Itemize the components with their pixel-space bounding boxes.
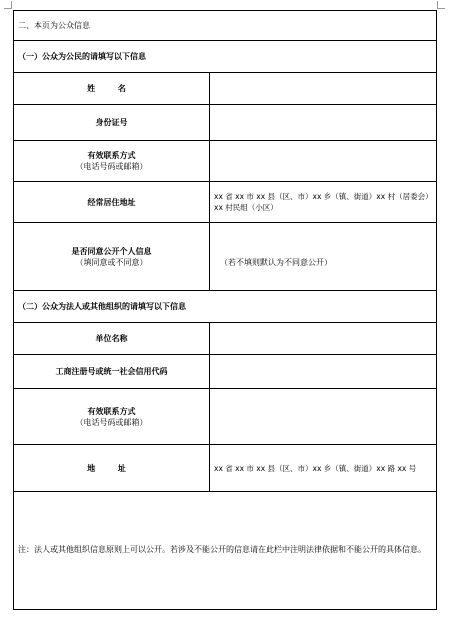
organization-address-label: 地 址 (14, 445, 210, 492)
organization-contact-title: 有效联系方式 (87, 406, 136, 416)
registration-code-field[interactable] (210, 355, 437, 389)
unit-name-label: 单位名称 (14, 323, 210, 355)
citizen-contact-title: 有效联系方式 (87, 151, 136, 160)
residence-address-label: 经常居住地址 (14, 182, 210, 223)
consent-field[interactable] (210, 223, 437, 291)
page-corner-mark-left (4, 1, 12, 9)
citizen-contact-hint: （电话号码或邮箱） (75, 162, 148, 171)
consent-row (14, 223, 437, 291)
registration-code-label: 工商注册号或统一社会信用代码 (14, 355, 210, 389)
id-number-field[interactable] (210, 105, 437, 141)
public-info-form (13, 10, 437, 610)
name-field[interactable] (210, 73, 437, 105)
consent-default-note: （若不填则默认为不同意公开） (220, 258, 332, 267)
citizen-contact-field[interactable] (210, 141, 437, 182)
section-intro: 二、本页为公众信息 (14, 11, 437, 41)
organization-contact-label (14, 389, 210, 445)
organization-section-heading: （二）公众为法人或其他组织的请填写以下信息 (14, 291, 437, 323)
organization-contact-row (14, 389, 437, 445)
organization-contact-hint: （电话号码或邮箱） (75, 417, 148, 427)
organization-address-row (14, 445, 437, 492)
registration-code-row (14, 355, 437, 389)
residence-row (14, 182, 437, 223)
organization-heading-row (14, 291, 437, 323)
consent-hint: （填同意或不同意） (75, 257, 148, 267)
footnote-text[interactable]: 注：法人或其他组织信息原则上可以公开。若涉及不能公开的信息请在此栏中注明法律依据和不能公开的具体信息。 (14, 492, 437, 610)
consent-label (14, 223, 210, 291)
unit-name-field[interactable] (210, 323, 437, 355)
consent-title: 是否同意公开个人信息 (71, 246, 152, 256)
residence-address-field[interactable]: xx 省 xx 市 xx 县（区、市）xx 乡（镇、街道）xx 村（居委会）xx 村民组（小区） (210, 182, 437, 223)
name-label: 姓 名 (14, 73, 210, 105)
citizen-contact-label (14, 141, 210, 182)
citizen-section-heading: （一）公众为公民的请填写以下信息 (14, 41, 437, 73)
page-corner-mark-right (437, 1, 445, 9)
name-row (14, 73, 437, 105)
id-row (14, 105, 437, 141)
citizen-contact-row (14, 141, 437, 182)
citizen-heading-row (14, 41, 437, 73)
section-intro-row (14, 11, 437, 41)
organization-address-field[interactable]: xx 省 xx 市 xx 县（区、市）xx 乡（镇、街道）xx 路 xx 号 (210, 445, 437, 492)
footnote-row (14, 492, 437, 610)
id-number-label: 身份证号 (14, 105, 210, 141)
organization-contact-field[interactable] (210, 389, 437, 445)
unit-name-row (14, 323, 437, 355)
